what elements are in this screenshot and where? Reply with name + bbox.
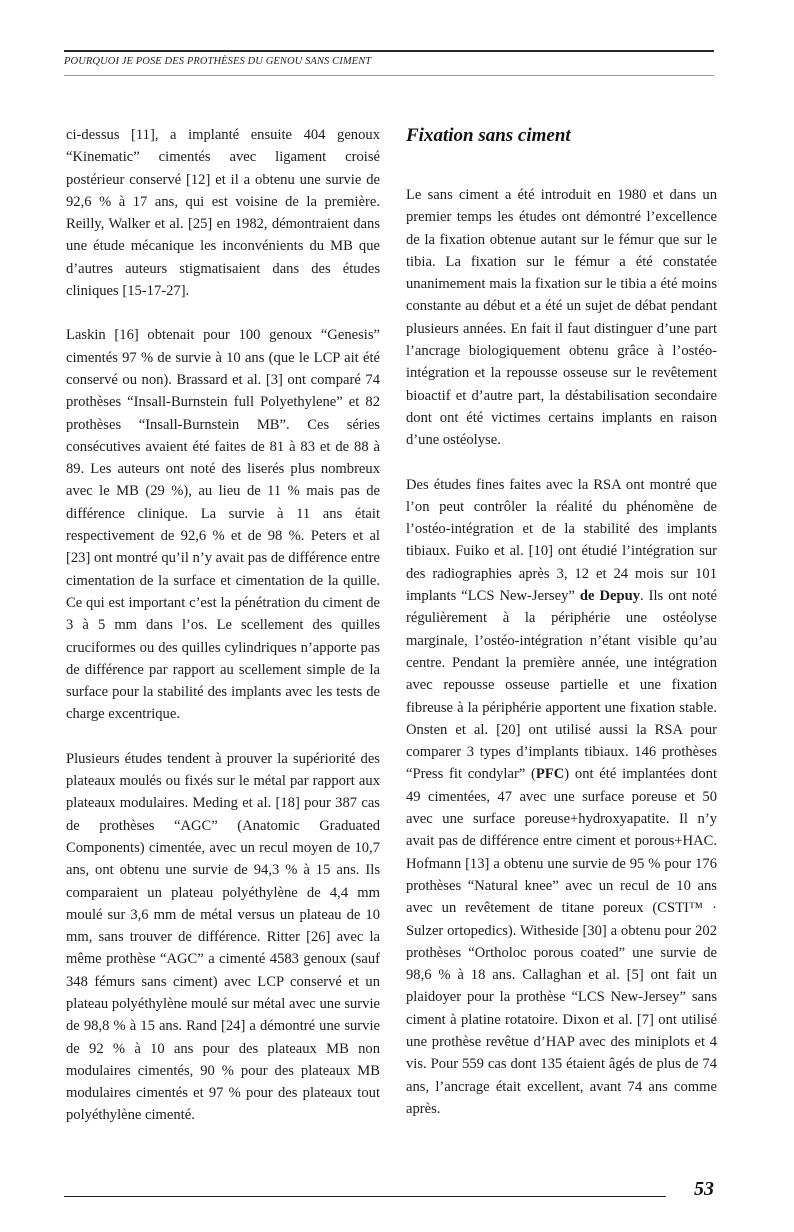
- bold-text: de Depuy: [579, 588, 640, 605]
- text-run: Des études fines faites avec la RSA ont montré que l’on peut contrôler la réalité du phénomène de l’ostéo-intégration et de la stabilité des implants tibiaux. Fuiko et al. [10] ont étudié l’intégration sur des radiographies après 3, 12 et 24 mois sur 101 implants “LCS New-Jersey”: [406, 476, 717, 605]
- bold-text: PFC: [535, 766, 565, 783]
- running-title: POURQUOI JE POSE DES PROTHÈSES DU GENOU SANS CIMENT: [64, 56, 372, 67]
- header-rule: [64, 50, 714, 52]
- page-number: 53: [694, 1178, 714, 1200]
- paragraph: Laskin [16] obtenait pour 100 genoux “Genesis” cimentés 97 % de survie à 10 ans (que le LCP ait été conservé ou non). Brassard et al. [3] ont comparé 74 prothèses “Insall-Burnstein full Polyethylene” et 82 prothèses “Insall-Burnstein MB”. Ces séries consécutives avaient été faites de 81 à 83 et de 88 à 89. Les auteurs ont noté des liserés plus nombreux avec le MB (29 %), au lieu de 11 % mais pas de différence clinique. La survie à 11 ans était respectivement de 92,6 % et de 98 %. Peters et al [23] ont montré qu’il n’y avait pas de différence entre cimentation de la surface et cimentation de la quille. Ce qui est important c’est la pénétration du ciment de 3 à 5 mm dans l’os. Le scellement des quilles cruciformes ou des quilles cylindriques n’apporte pas de différence par rapport au scellement simple de la surface pour la stabilité des implants avec les tests de charge excentrique.: [66, 327, 380, 723]
- paragraph: Le sans ciment a été introduit en 1980 et dans un premier temps les études ont démontré l’excellence de la fixation obtenue autant sur le fémur que sur le tibia. La fixation sur le fémur a été constatée unanimement mais la fixation sur le tibia a été moins constante au début et a été un sujet de débat pendant plusieurs années. En fait il faut distinguer d’une part l’ancrage biologiquement obtenu grâce à l’ostéo-intégration et la repousse osseuse sur le revêtement bioactif et d’autre part, la déstabilisation secondaire dont ont été victimes certains implants en raison d’une ostéolyse.: [406, 187, 717, 449]
- footer-rule: [64, 1196, 666, 1197]
- right-column: [406, 124, 717, 1120]
- text-run: ) ont été implantées dont 49 cimentées, 47 avec une surface poreuse et 50 avec une surface poreuse+hydroxyapatite. Il n’y avait pas de différence entre ciment et porous+HAC. Hofmann [13] a obtenu une survie de 95 % pour 176 prothèses “Natural knee” avec un recul de 10 ans avec un revêtement de titane poreux (CSTI™ · Sulzer ortopedics). Witheside [30] a obtenu pour 202 prothèses “Ortholoc porous coated” une survie de 98,6 % à 18 ans. Callaghan et al. [5] ont fait un plaidoyer pour la prothèse “LCS New-Jersey” sans ciment à platine rotatoire. Dixon et al. [7] ont utilisé une prothèse revêtue d’HAP avec des miniplots et 4 vis. Pour 559 cas dont 135 étaient âgés de plus de 74 ans, l’ancrage était excellent, avant 74 ans comme après.: [406, 766, 717, 1117]
- left-column: [66, 124, 380, 1127]
- text-run: . Ils ont noté régulièrement à la périphérie une ostéolyse marginale, l’ostéo-intégration n’étant visible qu’au centre. Pendant la première année, une intégration avec repousse osseuse partielle et une fixation fibreuse à la périphérie apportent une fixation stable. Onsten et al. [20] ont utilisé aussi la RSA pour comparer 3 types d’implants tibiaux. 146 prothèses “Press fit condylar” (: [406, 588, 717, 783]
- paragraph: [406, 474, 717, 1121]
- header-rule-thin: [64, 75, 714, 76]
- paragraph: ci-dessus [11], a implanté ensuite 404 genoux “Kinematic” cimentés avec ligament croisé postérieur conservé [12] et il a obtenu une survie de 92,6 % à 17 ans, qui est voisine de la première. Reilly, Walker et al. [25] en 1982, démontraient dans une étude mécanique les inconvénients du MB que d’autres auteurs stigmatisaient dans des études cliniques [15-17-27].: [66, 127, 380, 300]
- section-heading: Fixation sans ciment: [406, 125, 571, 146]
- paragraph: Plusieurs études tendent à prouver la supériorité des plateaux moulés ou fixés sur le métal par rapport aux plateaux modulaires. Meding et al. [18] pour 387 cas de prothèses “AGC” (Anatomic Graduated Components) cimentée, avec un recul moyen de 10,7 ans, ont obtenu une survie de 94,3 % à 15 ans. Ils comparaient un plateau polyéthylène de 4,4 mm moulé sur 3,6 mm de métal versus un plateau de 10 mm, sans trouver de différence. Ritter [26] avec la même prothèse “AGC” a cimenté 4583 genoux (sauf 348 fémurs sans ciment) avec LCP conservé et un plateau polyéthylène moulé sur métal avec une survie de 98,8 % à 15 ans. Rand [24] a démontré une survie de 92 % à 10 ans pour des plateaux MB non modulaires cimentés, 90 % pour des plateaux MB modulaires cimentés et 97 % pour des plateaux tout polyéthylène cimenté.: [66, 750, 380, 1124]
